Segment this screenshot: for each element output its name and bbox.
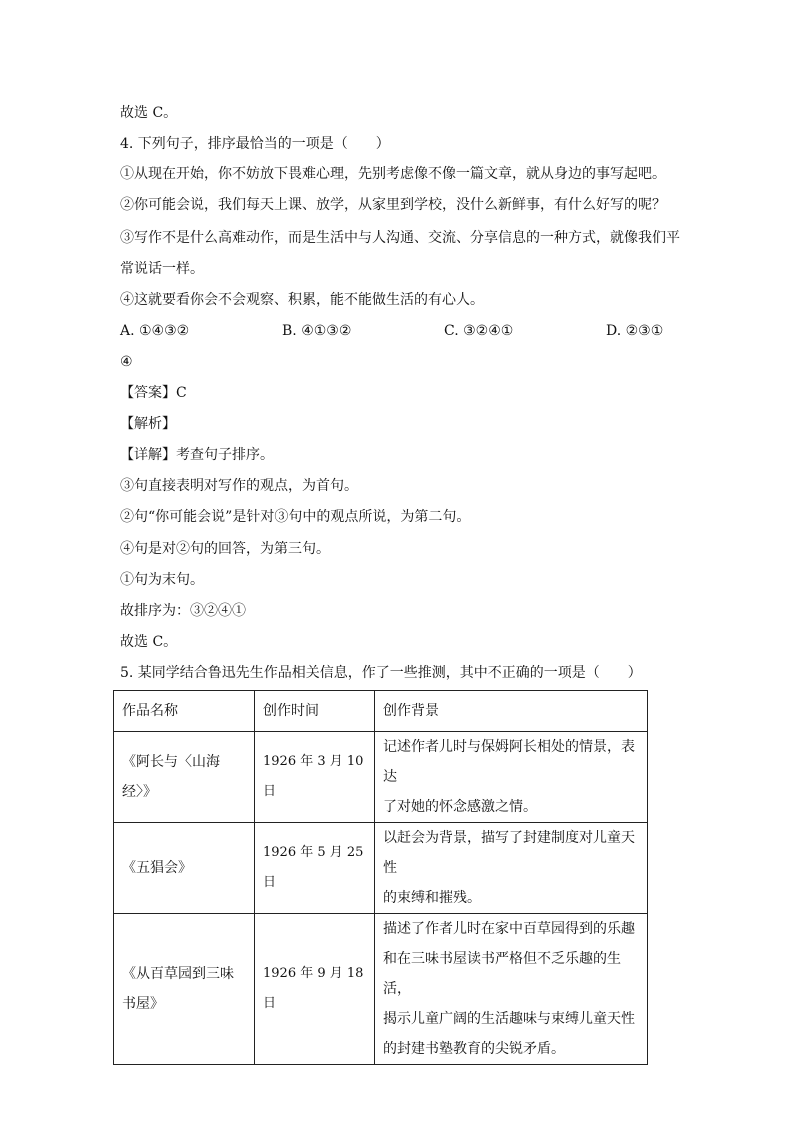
work-name <box>114 914 255 1065</box>
background-line: 描述了作者儿时在家中百草园得到的乐趣 <box>383 921 635 937</box>
background-line: 和在三味书屋读书严格但不乏乐趣的生活， <box>383 951 621 997</box>
table-header-row <box>114 691 648 732</box>
background-line: 了对她的怀念感激之情。 <box>383 799 537 815</box>
work-time: 1926 年 9 月 18 日 <box>255 914 375 1065</box>
explanation-2: ②句“你可能会说”是针对③句中的观点所说，为第二句。 <box>120 509 471 525</box>
answer-line-prev: 故选 C。 <box>120 105 178 121</box>
sentence-4: ④这就要看你会不会观察、积累，能不能做生活的有心人。 <box>120 292 484 308</box>
background-line: 的封建书塾教育的尖锐矛盾。 <box>383 1041 565 1057</box>
sentence-3-cont: 常说话一样。 <box>120 261 204 277</box>
background-line: 记述作者儿时与保姆阿长相处的情景，表达 <box>383 739 635 785</box>
table-row <box>114 914 648 1065</box>
table-row <box>114 823 648 914</box>
answer-line: 故选 C。 <box>120 634 178 650</box>
work-background <box>375 914 648 1065</box>
work-background <box>375 823 648 914</box>
work-name-text: 书屋》 <box>122 996 164 1012</box>
header-time: 创作时间 <box>255 691 375 732</box>
option-c: C. ③②④① <box>444 323 514 339</box>
work-name <box>114 732 255 823</box>
option-a: A. ①④③② <box>120 323 190 339</box>
work-time: 1926 年 3 月 10 日 <box>255 732 375 823</box>
header-name: 作品名称 <box>114 691 255 732</box>
work-background <box>375 732 648 823</box>
background-line: 以赶会为背景，描写了封建制度对儿童天性 <box>383 830 635 876</box>
option-b: B. ④①③② <box>282 323 352 339</box>
answer-label: 【答案】C <box>120 385 187 401</box>
explanation-4: ①句为末句。 <box>120 572 204 588</box>
explanation-3: ④句是对②句的回答，为第三句。 <box>120 541 330 557</box>
table-row <box>114 732 648 823</box>
order-result: 故排序为：③②④① <box>120 603 246 619</box>
sentence-2: ②你可能会说，我们每天上课、放学，从家里到学校，没什么新鲜事，有什么好写的呢？ <box>120 197 666 213</box>
work-time: 1926 年 5 月 25 日 <box>255 823 375 914</box>
sentence-3: ③写作不是什么高难动作，而是生活中与人沟通、交流、分享信息的一种方式，就像我们平 <box>120 230 680 246</box>
background-line: 揭示儿童广阔的生活趣味与束缚儿童天性 <box>383 1011 635 1027</box>
detail-label: 【详解】考查句子排序。 <box>120 447 274 463</box>
work-name <box>114 823 255 914</box>
explanation-1: ③句直接表明对写作的观点，为首句。 <box>120 478 358 494</box>
question-5-stem: 5. 某同学结合鲁迅先生作品相关信息，作了一些推测，其中不正确的一项是（ ） <box>120 665 642 681</box>
question-4-stem: 4. 下列句子，排序最恰当的一项是（ ） <box>120 136 390 152</box>
work-name-text: 《从百草园到三味 <box>122 966 234 982</box>
work-name-text: 《五猖会》 <box>122 860 192 876</box>
option-d-cont: ④ <box>120 354 133 370</box>
header-background: 创作背景 <box>375 691 648 732</box>
analysis-label: 【解析】 <box>120 416 176 432</box>
works-table <box>113 690 648 1065</box>
option-d: D. ②③① <box>606 323 664 339</box>
sentence-1: ①从现在开始，你不妨放下畏难心理，先别考虑像不像一篇文章，就从身边的事写起吧。 <box>120 166 666 182</box>
background-line: 的束缚和摧残。 <box>383 890 481 906</box>
work-name-text: 《阿长与〈山海经〉》 <box>122 754 220 800</box>
